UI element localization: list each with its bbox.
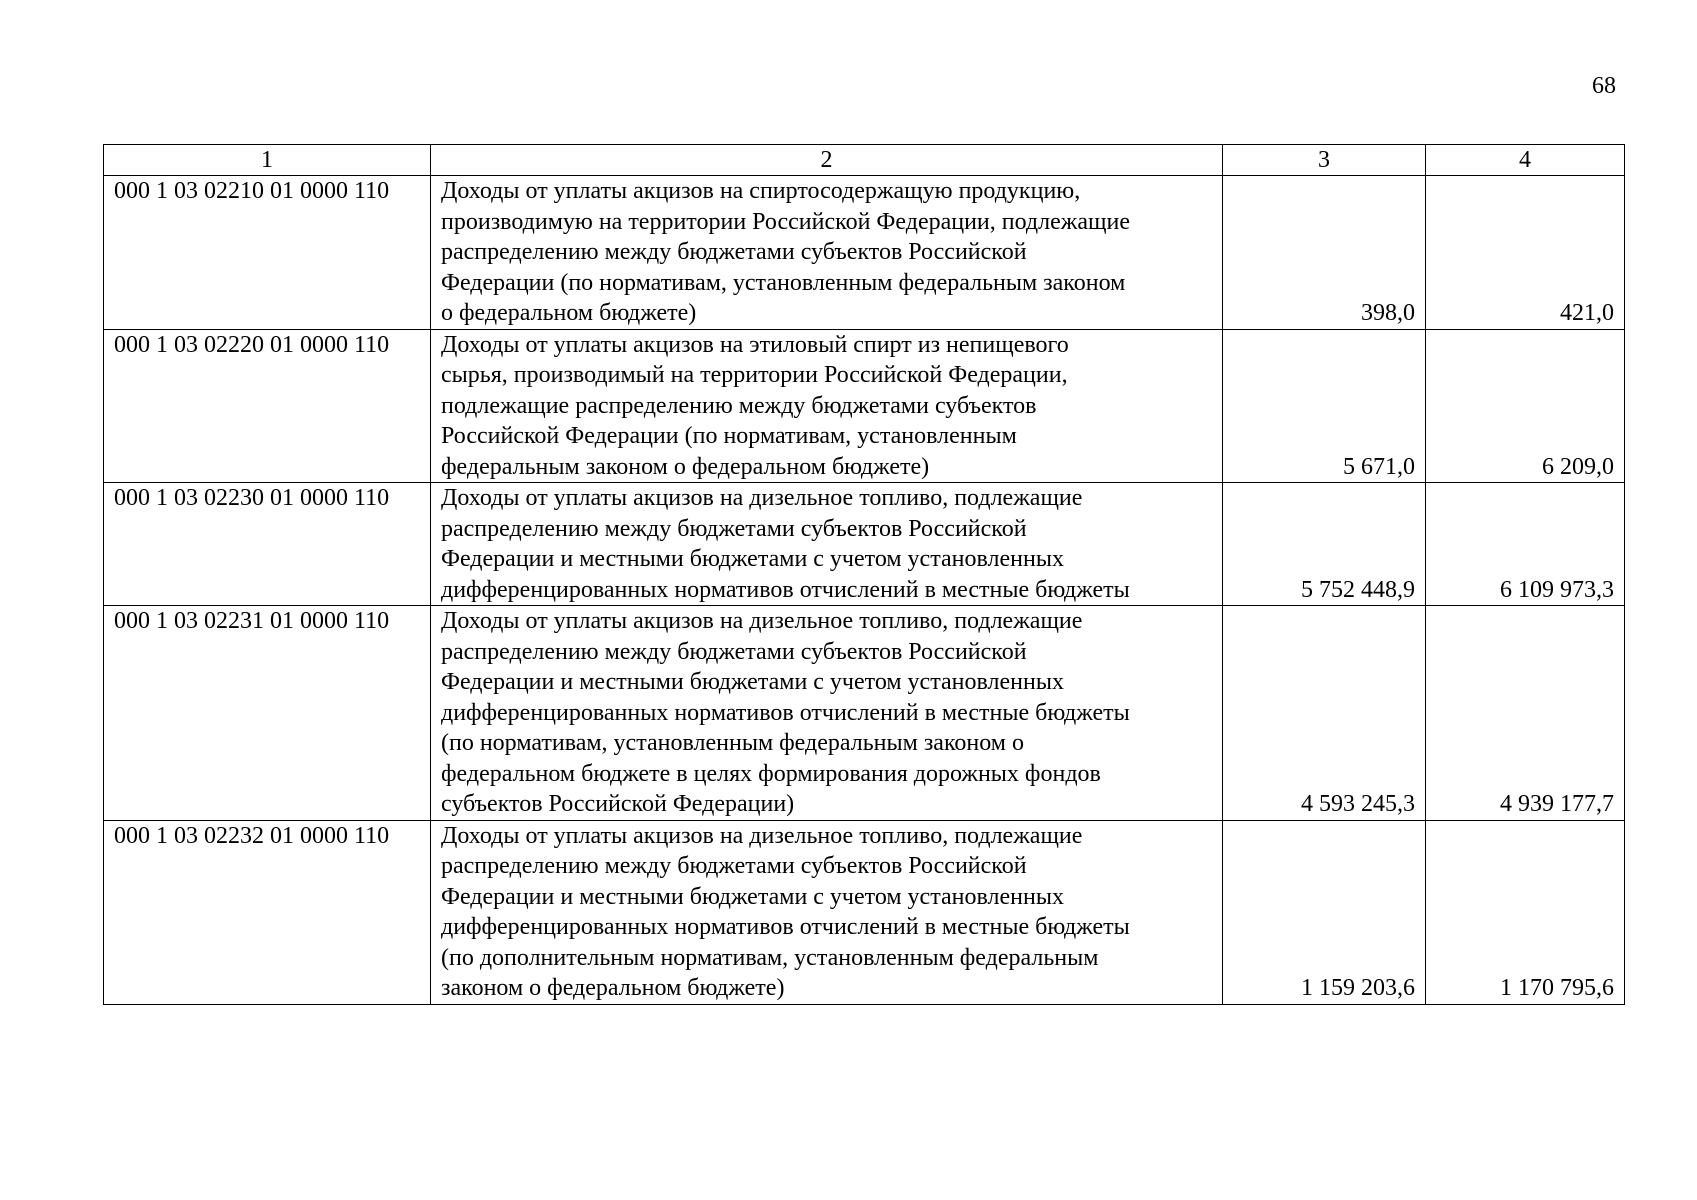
value-col-4: 6 209,0 (1426, 329, 1625, 483)
revenue-description (431, 329, 1223, 483)
header-col-2: 2 (431, 145, 1223, 176)
description-line: производимую на территории Российской Федерации, подлежащие (441, 208, 1130, 235)
table-body (104, 176, 1625, 1005)
description-line: распределению между бюджетами субъектов Российской (441, 515, 1027, 542)
value-col-4: 6 109 973,3 (1426, 483, 1625, 606)
description-line: дифференцированных нормативов отчислений в местные бюджеты (441, 914, 1130, 940)
page-number: 68 (1592, 73, 1616, 99)
classification-code: 000 1 03 02232 01 0000 110 (104, 820, 431, 1004)
value-col-3: 5 752 448,9 (1223, 483, 1426, 606)
header-col-3: 3 (1223, 145, 1426, 176)
header-col-1: 1 (104, 145, 431, 176)
description-line: подлежащие распределению между бюджетами субъектов (441, 392, 1037, 419)
table-row (104, 606, 1625, 821)
value-col-3: 1 159 203,6 (1223, 820, 1426, 1004)
description-line: сырья, производимый на территории Российской Федерации, (441, 362, 1068, 388)
revenue-description (431, 483, 1223, 606)
description-line: субъектов Российской Федерации) (441, 791, 795, 817)
description-line: федеральном бюджете в целях формирования дорожных фондов (441, 760, 1101, 787)
revenue-description (431, 606, 1223, 821)
header-col-4: 4 (1426, 145, 1625, 176)
description-line: Доходы от уплаты акцизов на спиртосодержащую продукцию, (441, 178, 1081, 204)
description-line: распределению между бюджетами субъектов Российской (441, 239, 1027, 265)
value-col-4: 421,0 (1426, 176, 1625, 330)
classification-code: 000 1 03 02230 01 0000 110 (104, 483, 431, 606)
description-line: законом о федеральном бюджете) (441, 975, 785, 1001)
description-line: Федерации и местными бюджетами с учетом установленных (441, 546, 1064, 572)
description-line: федеральным законом о федеральном бюджете) (441, 453, 930, 480)
value-col-4: 4 939 177,7 (1426, 606, 1625, 821)
table-header (104, 145, 1625, 176)
budget-revenue-table (103, 144, 1625, 1005)
classification-code: 000 1 03 02210 01 0000 110 (104, 176, 431, 330)
description-line: Доходы от уплаты акцизов на дизельное топливо, подлежащие (441, 822, 1083, 849)
description-line: распределению между бюджетами субъектов Российской (441, 853, 1027, 879)
classification-code: 000 1 03 02231 01 0000 110 (104, 606, 431, 821)
revenue-description (431, 820, 1223, 1004)
value-col-4: 1 170 795,6 (1426, 820, 1625, 1004)
description-line: Федерации (по нормативам, установленным федеральным законом (441, 269, 1126, 296)
table-row (104, 329, 1625, 483)
value-col-3: 4 593 245,3 (1223, 606, 1426, 821)
description-line: о федеральном бюджете) (441, 300, 697, 326)
description-line: Российской Федерации (по нормативам, установленным (441, 423, 1017, 449)
description-line: (по дополнительным нормативам, установленным федеральным (441, 944, 1099, 971)
table-row (104, 820, 1625, 1004)
revenue-description (431, 176, 1223, 330)
description-line: (по нормативам, установленным федеральным законом о (441, 730, 1024, 756)
header-row (104, 145, 1625, 176)
description-line: дифференцированных нормативов отчислений в местные бюджеты (441, 576, 1130, 603)
description-line: Федерации и местными бюджетами с учетом установленных (441, 669, 1064, 695)
description-line: Федерации и местными бюджетами с учетом установленных (441, 883, 1064, 910)
classification-code: 000 1 03 02220 01 0000 110 (104, 329, 431, 483)
table-row (104, 483, 1625, 606)
description-line: дифференцированных нормативов отчислений в местные бюджеты (441, 699, 1130, 726)
table-row (104, 176, 1625, 330)
description-line: распределению между бюджетами субъектов Российской (441, 638, 1027, 665)
value-col-3: 5 671,0 (1223, 329, 1426, 483)
description-line: Доходы от уплаты акцизов на дизельное топливо, подлежащие (441, 608, 1083, 634)
description-line: Доходы от уплаты акцизов на этиловый спирт из непищевого (441, 331, 1069, 358)
description-line: Доходы от уплаты акцизов на дизельное топливо, подлежащие (441, 485, 1083, 511)
value-col-3: 398,0 (1223, 176, 1426, 330)
